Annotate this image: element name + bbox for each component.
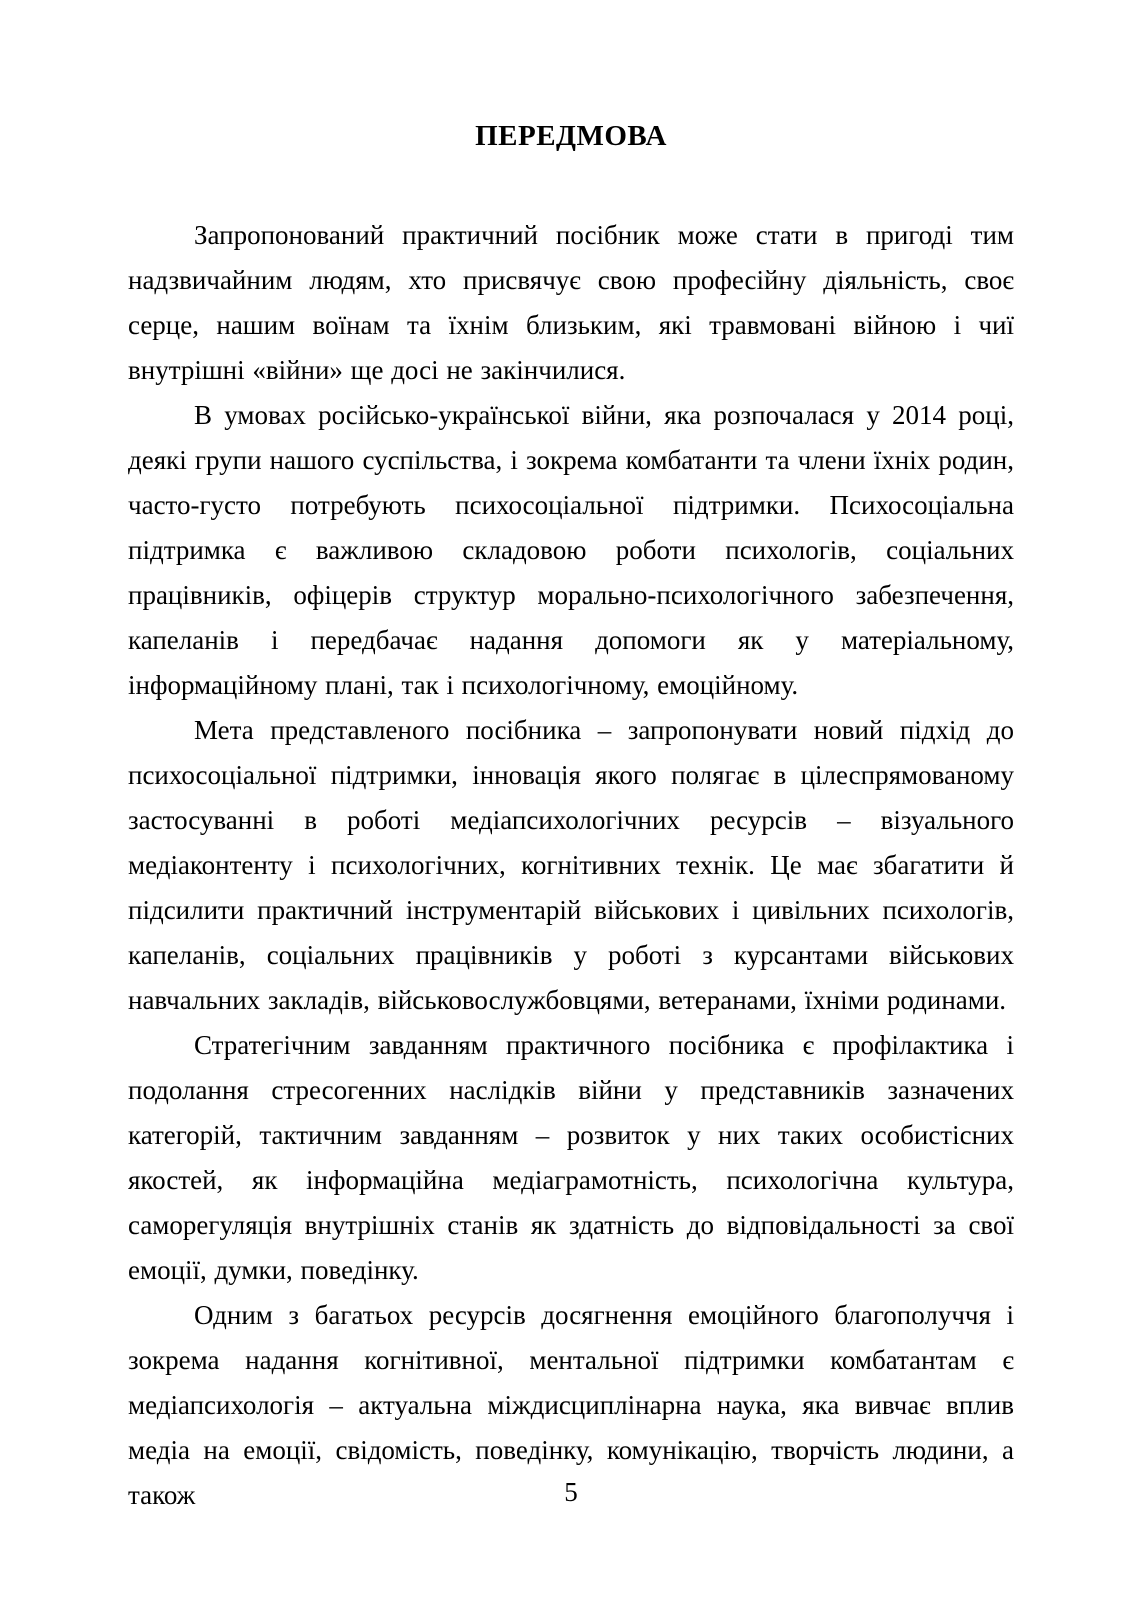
paragraph-strategic-task: Стратегічним завданням практичного посібника є профілактика і подолання стресогенних наслідків війни у представників зазначених категорій, тактичним завданням – розвиток у них таких особистісних якостей, як інформаційна медіаграмотність, психологічна культура, саморегуляція внутрішніх станів як здатність до відповідальності за свої емоції, думки, поведінку.	[128, 1030, 1014, 1285]
paragraph-goal: Мета представленого посібника – запропонувати новий підхід до психосоціальної підтримки, інновація якого полягає в цілеспрямованому застосуванні в роботі медіапсихологічних ресурсів – візуального медіаконтенту і психологічних, когнітивних технік. Це має збагатити й підсилити практичний інструментарій військових і цивільних психологів, капеланів, соціальних працівників у роботі з курсантами військових навчальних закладів, військовослужбовцями, ветеранами, їхніми родинами.	[128, 715, 1014, 1015]
page-number: 5	[564, 1477, 578, 1507]
paragraph-mediapsychology: Одним з багатьох ресурсів досягнення емоційного благополуччя і зокрема надання когнітивної, ментальної підтримки комбатантам є медіапсихологія – актуальна міждисциплінарна наука, яка вивчає вплив медіа на емоції, свідомість, поведінку, комунікацію, творчість людини, а також	[128, 1300, 1014, 1510]
paragraph-intro: Запропонований практичний посібник може стати в пригоді тим надзвичайним людям, хто присвячує свою професійну діяльність, своє серце, нашим воїнам та їхнім близьким, які травмовані війною і чиї внутрішні «війни» ще досі не закінчилися.	[128, 220, 1014, 385]
page-title: ПЕРЕДМОВА	[475, 120, 667, 152]
paragraph-war-context: В умовах російсько-української війни, яка розпочалася у 2014 році, деякі групи нашого суспільства, і зокрема комбатанти та члени їхніх родин, часто-густо потребують психосоціальної підтримки. Психосоціальна підтримка є важливою складовою роботи психологів, соціальних працівників, офіцерів структур морально-психологічного забезпечення, капеланів і передбачає надання допомоги як у матеріальному, інформаційному плані, так і психологічному, емоційному.	[128, 400, 1014, 700]
